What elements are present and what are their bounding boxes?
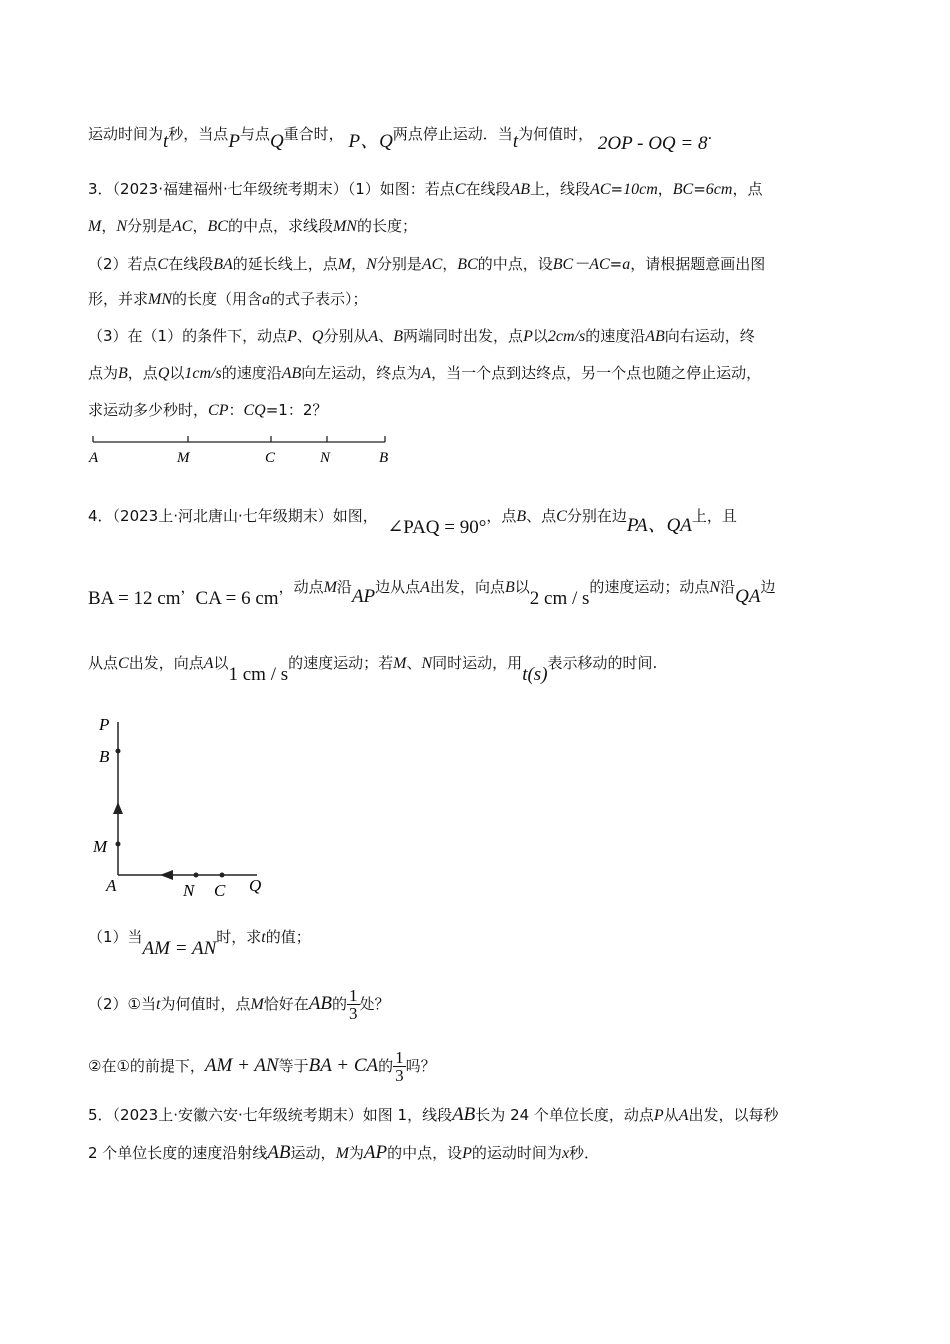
text: 、: [406, 654, 422, 672]
text: ，: [180, 578, 196, 596]
var: AB: [645, 328, 665, 345]
label-m: M: [93, 837, 108, 856]
label-b: B: [99, 747, 110, 766]
var: A: [368, 328, 379, 345]
var: t: [156, 996, 161, 1013]
text: （2）①当: [88, 995, 156, 1013]
p5-line1: [88, 1104, 779, 1126]
text: 秒．: [569, 1144, 600, 1162]
text: 如图 1，线段: [362, 1106, 453, 1124]
text: 处？: [359, 995, 390, 1013]
var: N: [116, 218, 128, 235]
var: AB: [281, 365, 302, 382]
text: ，点: [486, 507, 517, 525]
text: 的式子表示）；: [270, 290, 368, 308]
var: CP: [208, 402, 229, 419]
var: P: [523, 328, 533, 345]
time-var: t(s): [522, 664, 548, 685]
var: C: [157, 256, 169, 273]
text: ，: [101, 217, 117, 235]
var-p: P: [228, 131, 240, 152]
text: 与点: [239, 125, 270, 143]
text: 沿: [720, 578, 736, 596]
fraction-one-third: [393, 1049, 406, 1084]
text: =: [609, 255, 623, 273]
text: 向右运动，终: [664, 327, 755, 345]
text: 、: [378, 327, 394, 345]
text: 沿: [336, 578, 352, 596]
var: C: [118, 655, 129, 672]
label-q: Q: [249, 876, 262, 895]
var: N: [366, 256, 377, 273]
var: M: [335, 1145, 349, 1162]
var: BC: [457, 256, 478, 273]
var: AP: [363, 1142, 388, 1163]
p3-line6: [88, 362, 761, 383]
value: 1cm/s: [184, 365, 222, 382]
problem-source: （2023上·安徽六安·七年级统考期末）: [112, 1106, 363, 1124]
var: M: [337, 256, 352, 273]
text: 等于: [278, 1057, 309, 1075]
problem-number: 5．: [88, 1106, 113, 1124]
var: x: [561, 1145, 570, 1162]
text: ：: [228, 401, 244, 419]
text: 秒，当点: [168, 125, 229, 143]
arrow-up-icon: [113, 802, 123, 814]
text: ，点: [732, 180, 763, 198]
var: P: [462, 1145, 472, 1162]
var: N: [421, 655, 433, 672]
label-p: P: [99, 715, 110, 734]
equation: CA = 6 cm: [195, 588, 279, 609]
text: =1：2？: [265, 401, 328, 419]
text: 、点: [526, 507, 557, 525]
text: ，点: [127, 364, 158, 382]
text: 表示移动的时间.: [547, 654, 658, 672]
var: C: [556, 508, 567, 525]
text: ②在①的前提下，: [88, 1057, 205, 1075]
p5-line2: [88, 1142, 599, 1164]
var: Q: [157, 365, 170, 382]
var: AC: [590, 181, 611, 198]
value: 2cm/s: [547, 328, 586, 345]
label-m: M: [177, 450, 190, 466]
arrow-left-icon: [160, 870, 173, 880]
label-n: N: [320, 450, 331, 466]
var-pq: P、Q: [348, 131, 393, 152]
p3-line4: [88, 288, 368, 309]
var: A: [203, 655, 214, 672]
var: AB: [308, 993, 333, 1014]
p4-q1: [88, 926, 311, 959]
text: 上，线段: [530, 180, 591, 198]
var: M: [250, 996, 264, 1013]
text: 的速度沿: [221, 364, 282, 382]
text: =: [610, 180, 624, 198]
text: 如图，: [332, 507, 378, 525]
label-a: A: [106, 876, 117, 895]
text: =: [693, 180, 706, 198]
label-b: B: [379, 450, 389, 466]
problem-source: （2023上·河北唐山·七年级期末）: [112, 507, 333, 525]
label-c: C: [214, 881, 226, 900]
problem-number: 4．: [88, 507, 113, 525]
text: （3）在（1）的条件下，动点: [88, 327, 288, 345]
p4-line2: [88, 576, 776, 609]
var: M: [393, 655, 407, 672]
p3-line5: [88, 325, 755, 346]
text: 分别是: [127, 217, 173, 235]
text: 的长度；: [356, 217, 417, 235]
text: 长为 24 个单位长度，动点: [475, 1106, 654, 1124]
p3-line1: [88, 178, 762, 199]
text: （1）如图：若点: [347, 180, 455, 198]
equation: AM = AN: [142, 938, 217, 959]
text: 的速度运动；动点: [589, 578, 710, 596]
expression: BA + CA: [308, 1055, 379, 1076]
equation: 2OP - OQ = 8: [597, 133, 708, 154]
text: 同时运动，用: [432, 654, 523, 672]
text: 形，并求: [88, 290, 149, 308]
var: MN: [148, 291, 173, 308]
var: N: [709, 579, 721, 596]
var-q: Q: [269, 131, 284, 152]
expression: BC－AC: [552, 256, 610, 273]
var-t: t: [163, 131, 169, 152]
text: 的中点，设: [387, 1144, 463, 1162]
text: 的: [378, 1057, 394, 1075]
var: PA、QA: [626, 515, 692, 536]
text: 的延长线上，点: [232, 255, 338, 273]
text: 在线段: [465, 180, 511, 198]
var-t: t: [512, 131, 519, 152]
equation: BA = 12 cm: [88, 588, 181, 609]
var: AB: [452, 1104, 476, 1125]
denominator: 3: [395, 1066, 404, 1085]
text: ，: [657, 180, 673, 198]
var: a: [262, 291, 271, 308]
text: 从: [663, 1106, 679, 1124]
text: 运动时间为: [88, 125, 164, 143]
var: B: [516, 508, 527, 525]
text: ，请根据题意画出图: [630, 255, 766, 273]
text: 分别在边: [566, 507, 627, 525]
value: 10cm: [623, 181, 658, 198]
text: 的中点，求线段: [227, 217, 333, 235]
var: M: [323, 579, 337, 596]
p3-line7: [88, 399, 327, 420]
text: 两点停止运动．当: [392, 125, 513, 143]
numerator: 1: [349, 986, 358, 1005]
point-c: [220, 873, 225, 878]
text: 点为: [88, 364, 119, 382]
text: 在线段: [168, 255, 214, 273]
var: P: [653, 1107, 664, 1124]
speed: 1 cm / s: [228, 664, 289, 685]
text: 边从点: [375, 578, 421, 596]
p4-line1: [88, 500, 737, 538]
var: CQ: [243, 402, 266, 419]
denominator: 3: [349, 1004, 358, 1023]
text: 上，且: [691, 507, 737, 525]
angle-expression: ∠PAQ = 90°: [387, 517, 487, 538]
p4-line3: [88, 652, 658, 685]
value: 6cm: [705, 181, 733, 198]
var: AC: [421, 256, 443, 273]
fraction-one-third: [347, 987, 360, 1022]
var: A: [420, 579, 430, 596]
text: （1）当: [88, 928, 143, 946]
var: MN: [332, 218, 357, 235]
text: ，: [351, 255, 367, 273]
text: 从点: [88, 654, 119, 672]
text: 为: [348, 1144, 364, 1162]
var: AC: [172, 218, 193, 235]
p4-q3: [88, 1049, 436, 1084]
var: BA: [213, 256, 233, 273]
text: 的速度运动；若: [288, 654, 394, 672]
point-b: [116, 749, 121, 754]
label-a: A: [89, 450, 99, 466]
text: ，动点: [278, 578, 324, 596]
text: 、: [296, 327, 312, 345]
p4-q2: [88, 987, 390, 1022]
var: B: [393, 328, 404, 345]
text: ，当一个点到达终点，另一个点也随之停止运动，: [431, 364, 762, 382]
text: 的: [332, 995, 348, 1013]
var: P: [287, 328, 297, 345]
var: a: [622, 256, 631, 273]
text: 以: [514, 578, 530, 596]
var: C: [454, 181, 466, 198]
label-n: N: [183, 881, 195, 900]
point-n: [194, 873, 199, 878]
p3-line2: [88, 215, 417, 236]
text: （2）若点: [88, 255, 158, 273]
var: B: [504, 579, 515, 596]
var: B: [118, 365, 128, 382]
text: 向左运动，终点为: [301, 364, 422, 382]
text: 的中点，设: [477, 255, 553, 273]
text: 分别从: [323, 327, 369, 345]
text: ，: [192, 217, 208, 235]
text: .: [707, 125, 713, 143]
var: Q: [311, 328, 324, 345]
var: A: [678, 1107, 689, 1124]
text: 求运动多少秒时，: [88, 401, 209, 419]
p3-line3: [88, 251, 765, 274]
text: 恰好在: [263, 995, 309, 1013]
problem-source: （2023·福建福州·七年级统考期末）: [112, 180, 348, 198]
text: 的速度沿: [585, 327, 646, 345]
var: AB: [510, 181, 531, 198]
text: ，: [442, 255, 458, 273]
expression: AM + AN: [204, 1055, 279, 1076]
text: 2 个单位长度的速度沿射线: [88, 1144, 268, 1162]
intro-line: [88, 118, 713, 154]
angle-figure: [85, 710, 285, 905]
text: 以: [169, 364, 185, 382]
segment-figure: [85, 430, 405, 470]
text: 出发，向点: [429, 578, 505, 596]
text: 两端同时出发，点: [403, 327, 524, 345]
var: AP: [351, 586, 376, 607]
text: 时，求: [216, 928, 262, 946]
text: 的值；: [265, 928, 311, 946]
text: 分别是: [376, 255, 422, 273]
text: 出发，以每秒: [688, 1106, 779, 1124]
problem-number: 3．: [88, 180, 113, 198]
text: 以: [532, 327, 548, 345]
text: 为何值时，点: [160, 995, 251, 1013]
text: 的长度（用含: [172, 290, 263, 308]
var: M: [88, 218, 102, 235]
var: BC: [207, 218, 228, 235]
text: 的运动时间为: [471, 1144, 562, 1162]
var: QA: [735, 586, 761, 607]
text: 以: [213, 654, 229, 672]
text: 出发，向点: [128, 654, 204, 672]
text: 运动，: [290, 1144, 336, 1162]
var: AB: [267, 1142, 291, 1163]
speed: 2 cm / s: [529, 588, 590, 609]
numerator: 1: [395, 1048, 404, 1067]
text: 为何值时，: [518, 125, 594, 143]
var: t: [261, 929, 266, 946]
text: 重合时，: [283, 125, 344, 143]
point-m: [116, 842, 121, 847]
text: 吗？: [405, 1057, 436, 1075]
text: 边: [760, 578, 776, 596]
label-c: C: [265, 450, 276, 466]
var: A: [421, 365, 432, 382]
var: BC: [672, 181, 694, 198]
